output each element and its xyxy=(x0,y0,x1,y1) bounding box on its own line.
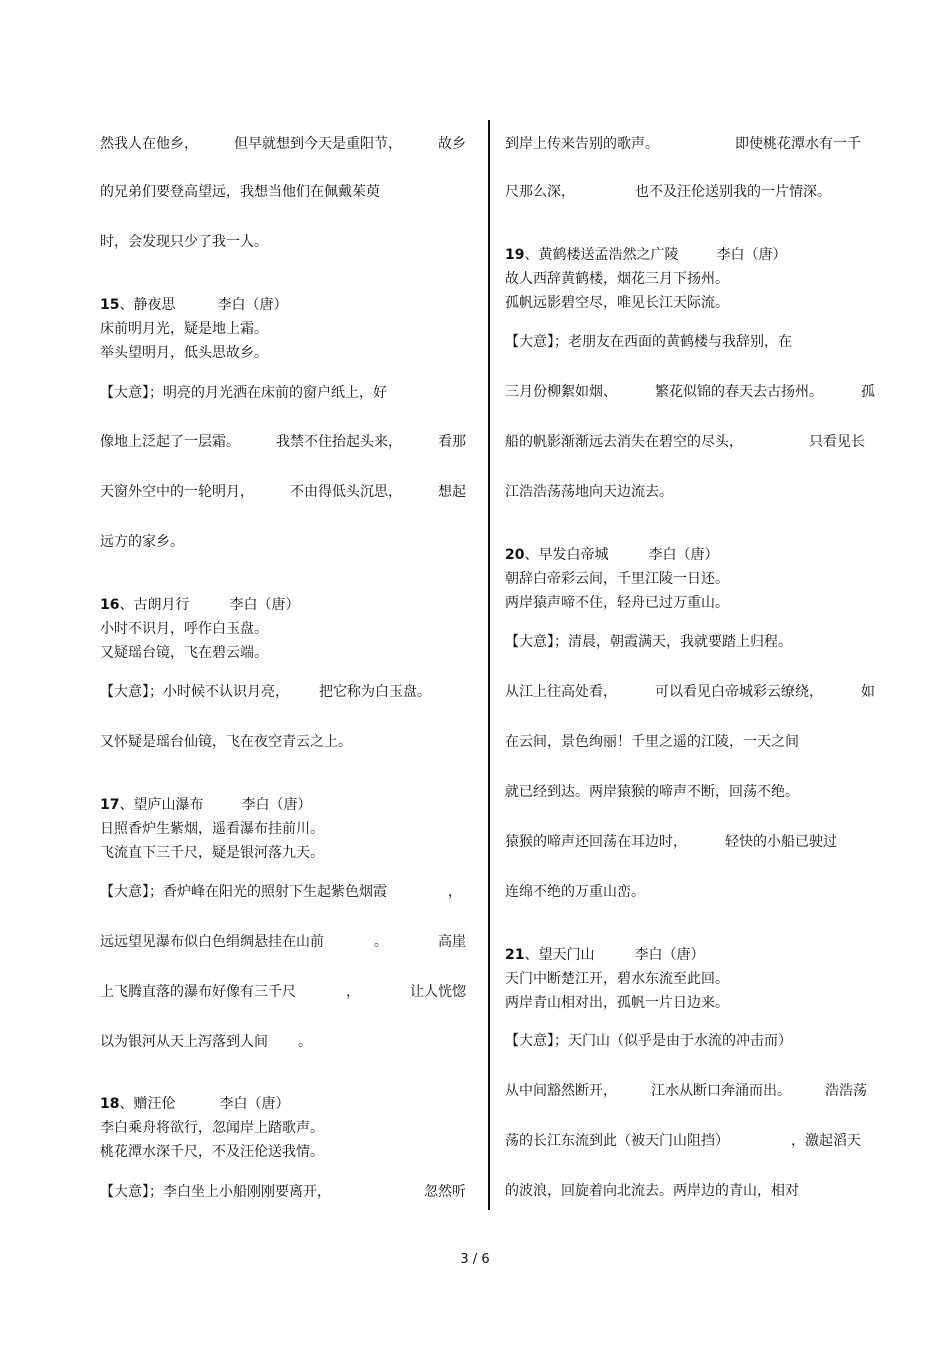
poem-author: 李白（唐） xyxy=(716,247,787,263)
poem-line: 举头望明月，低头思故乡。 xyxy=(100,345,268,361)
poem-number: 17 xyxy=(100,797,120,813)
poem-line: 两岸青山相对出，孤帆一片日边来。 xyxy=(505,995,729,1011)
poem-name: 、早发白帝城 xyxy=(524,547,609,563)
text-segment: 让人恍惚 xyxy=(410,984,466,1000)
meaning-line: 又怀疑是瑶台仙镜，飞在夜空青云之上。 xyxy=(100,734,352,750)
text-segment: 从中间豁然断开， xyxy=(505,1083,617,1099)
poem-number: 20 xyxy=(505,547,525,563)
text-segment: 想起 xyxy=(438,484,466,500)
meaning-line: 【大意】；明亮的月光洒在床前的窗户纸上，好 xyxy=(100,385,387,401)
meaning-line xyxy=(505,684,875,700)
meaning-line xyxy=(505,834,837,850)
text-segment: 高崖 xyxy=(438,934,466,950)
text-segment: ，激起滔天 xyxy=(791,1133,861,1149)
text-segment: ， xyxy=(346,984,360,1000)
text-segment: 我禁不住抬起头来， xyxy=(276,434,402,450)
poem-line: 孤帆远影碧空尽，唯见长江天际流。 xyxy=(505,295,729,311)
poem-author: 李白（唐） xyxy=(219,1096,290,1112)
meaning-line: 连绵不绝的万重山峦。 xyxy=(505,884,645,900)
poem-name: 、古朗月行 xyxy=(119,597,190,613)
text-segment: 也不及汪伦送别我的一片情深。 xyxy=(635,184,831,200)
meaning-line: 的波浪，回旋着向北流去。两岸边的青山，相对 xyxy=(505,1183,799,1199)
text-segment: 船的帆影渐渐远去消失在碧空的尽头， xyxy=(505,434,743,450)
text-segment: 像地上泛起了一层霜。 xyxy=(100,434,240,450)
text-segment: 从江上往高处看， xyxy=(505,684,617,700)
text-line xyxy=(505,136,861,152)
text-segment: 看那 xyxy=(438,434,466,450)
poem-author: 李白（唐） xyxy=(241,797,312,813)
poem-line: 床前明月光，疑是地上霜。 xyxy=(100,321,268,337)
text-segment: 【大意】；李白坐上小船刚刚要离开， xyxy=(100,1184,331,1200)
poem-title xyxy=(505,547,718,563)
poem-author: 李白（唐） xyxy=(634,947,705,963)
text-segment: 上飞腾直落的瀑布好像有三千尺 xyxy=(100,984,296,1000)
text-segment: 即使桃花潭水有一千 xyxy=(735,136,861,152)
text-segment: 。 xyxy=(374,934,388,950)
text-segment: 以为银河从天上泻落到人间 xyxy=(100,1034,268,1050)
meaning-line xyxy=(100,984,466,1000)
text-segment: 荡的长江东流到此（被天门山阻挡） xyxy=(505,1133,729,1149)
page-number: 3 / 6 xyxy=(460,1252,490,1267)
poem-name: 、赠汪伦 xyxy=(119,1096,176,1112)
poem-author: 李白（唐） xyxy=(229,597,300,613)
text-segment: 故乡 xyxy=(438,136,466,152)
text-segment: 尺那么深， xyxy=(505,184,575,200)
poem-name: 、望庐山瀑布 xyxy=(119,797,204,813)
meaning-line xyxy=(100,934,466,950)
poem-name: 、黄鹤楼送孟浩然之广陵 xyxy=(524,247,679,263)
poem-author: 李白（唐） xyxy=(648,547,719,563)
poem-title xyxy=(100,597,299,613)
text-segment: 猿猴的啼声还回荡在耳边时， xyxy=(505,834,687,850)
poem-number: 18 xyxy=(100,1096,120,1112)
text-segment: 轻快的小船已驶过 xyxy=(725,834,837,850)
text-segment: 繁花似锦的春天去古扬州。 xyxy=(655,384,823,400)
meaning-line xyxy=(100,884,466,900)
meaning-line xyxy=(505,384,875,400)
text-segment: 远远望见瀑布似白色绢绸悬挂在山前 xyxy=(100,934,324,950)
poem-line: 两岸猿声啼不住，轻舟已过万重山。 xyxy=(505,595,729,611)
text-segment: 【大意】；小时候不认识月亮， xyxy=(100,684,289,700)
text-segment: 三月份柳絮如烟、 xyxy=(505,384,617,400)
poem-name: 、静夜思 xyxy=(119,297,176,313)
poem-title xyxy=(100,1096,289,1112)
text-segment: 把它称为白玉盘。 xyxy=(319,684,431,700)
text-segment: 浩浩荡 xyxy=(825,1083,867,1099)
poem-title xyxy=(505,247,786,263)
poem-line: 桃花潭水深千尺，不及汪伦送我情。 xyxy=(100,1144,324,1160)
poem-number: 21 xyxy=(505,947,525,963)
poem-author: 李白（唐） xyxy=(217,297,288,313)
meaning-line: 就已经到达。两岸猿猴的啼声不断，回荡不绝。 xyxy=(505,784,799,800)
meaning-line xyxy=(505,1133,861,1149)
poem-title xyxy=(100,297,287,313)
meaning-line xyxy=(100,1184,466,1200)
poem-line: 飞流直下三千尺，疑是银河落九天。 xyxy=(100,845,324,861)
text-segment: 可以看见白帝城彩云缭绕， xyxy=(655,684,823,700)
poem-line: 小时不识月，呼作白玉盘。 xyxy=(100,621,268,637)
text-segment: 只看见长 xyxy=(809,434,865,450)
poem-title xyxy=(100,797,311,813)
text-line xyxy=(505,184,831,200)
meaning-line: 远方的家乡。 xyxy=(100,534,184,550)
text-segment: 天窗外空中的一轮明月， xyxy=(100,484,254,500)
meaning-line: 【大意】；清晨，朝霞满天，我就要踏上归程。 xyxy=(505,634,792,650)
poem-line: 日照香炉生紫烟，遥看瀑布挂前川。 xyxy=(100,821,324,837)
text-segment: 然我人在他乡， xyxy=(100,136,198,152)
poem-line: 故人西辞黄鹤楼，烟花三月下扬州。 xyxy=(505,271,729,287)
meaning-line: 江浩浩荡荡地向天边流去。 xyxy=(505,484,673,500)
text-segment: 孤 xyxy=(861,384,875,400)
poem-title xyxy=(505,947,704,963)
meaning-line xyxy=(100,684,431,700)
meaning-line xyxy=(100,1034,312,1050)
text-segment: ， xyxy=(448,884,462,900)
text-segment: 。 xyxy=(298,1034,312,1050)
column-divider xyxy=(488,120,490,1210)
text-line xyxy=(100,136,466,152)
text-line: 的兄弟们要登高望远，我想当他们在佩戴茱萸 xyxy=(100,184,380,200)
meaning-line: 【大意】；天门山（似乎是由于水流的冲击而） xyxy=(505,1033,792,1049)
text-segment: 江水从断口奔涌而出。 xyxy=(651,1083,791,1099)
text-segment: 如 xyxy=(861,684,875,700)
text-segment: 不由得低头沉思， xyxy=(290,484,402,500)
poem-line: 天门中断楚江开，碧水东流至此回。 xyxy=(505,971,729,987)
meaning-line xyxy=(505,434,865,450)
poem-number: 16 xyxy=(100,597,120,613)
poem-number: 15 xyxy=(100,297,120,313)
text-segment: 但早就想到今天是重阳节， xyxy=(234,136,402,152)
text-segment: 忽然听 xyxy=(424,1184,466,1200)
poem-name: 、望天门山 xyxy=(524,947,595,963)
poem-line: 又疑瑶台镜，飞在碧云端。 xyxy=(100,645,268,661)
meaning-line: 【大意】；老朋友在西面的黄鹤楼与我辞别，在 xyxy=(505,334,792,350)
poem-line: 朝辞白帝彩云间，千里江陵一日还。 xyxy=(505,571,729,587)
text-segment: 到岸上传来告别的歌声。 xyxy=(505,136,659,152)
text-line: 时，会发现只少了我一人。 xyxy=(100,234,268,250)
meaning-line xyxy=(505,1083,867,1099)
meaning-line xyxy=(100,484,466,500)
poem-number: 19 xyxy=(505,247,525,263)
text-segment: 【大意】；香炉峰在阳光的照射下生起紫色烟霞 xyxy=(100,884,387,900)
poem-line: 李白乘舟将欲行，忽闻岸上踏歌声。 xyxy=(100,1120,324,1136)
meaning-line xyxy=(100,434,466,450)
meaning-line: 在云间，景色绚丽！千里之遥的江陵，一天之间 xyxy=(505,734,799,750)
